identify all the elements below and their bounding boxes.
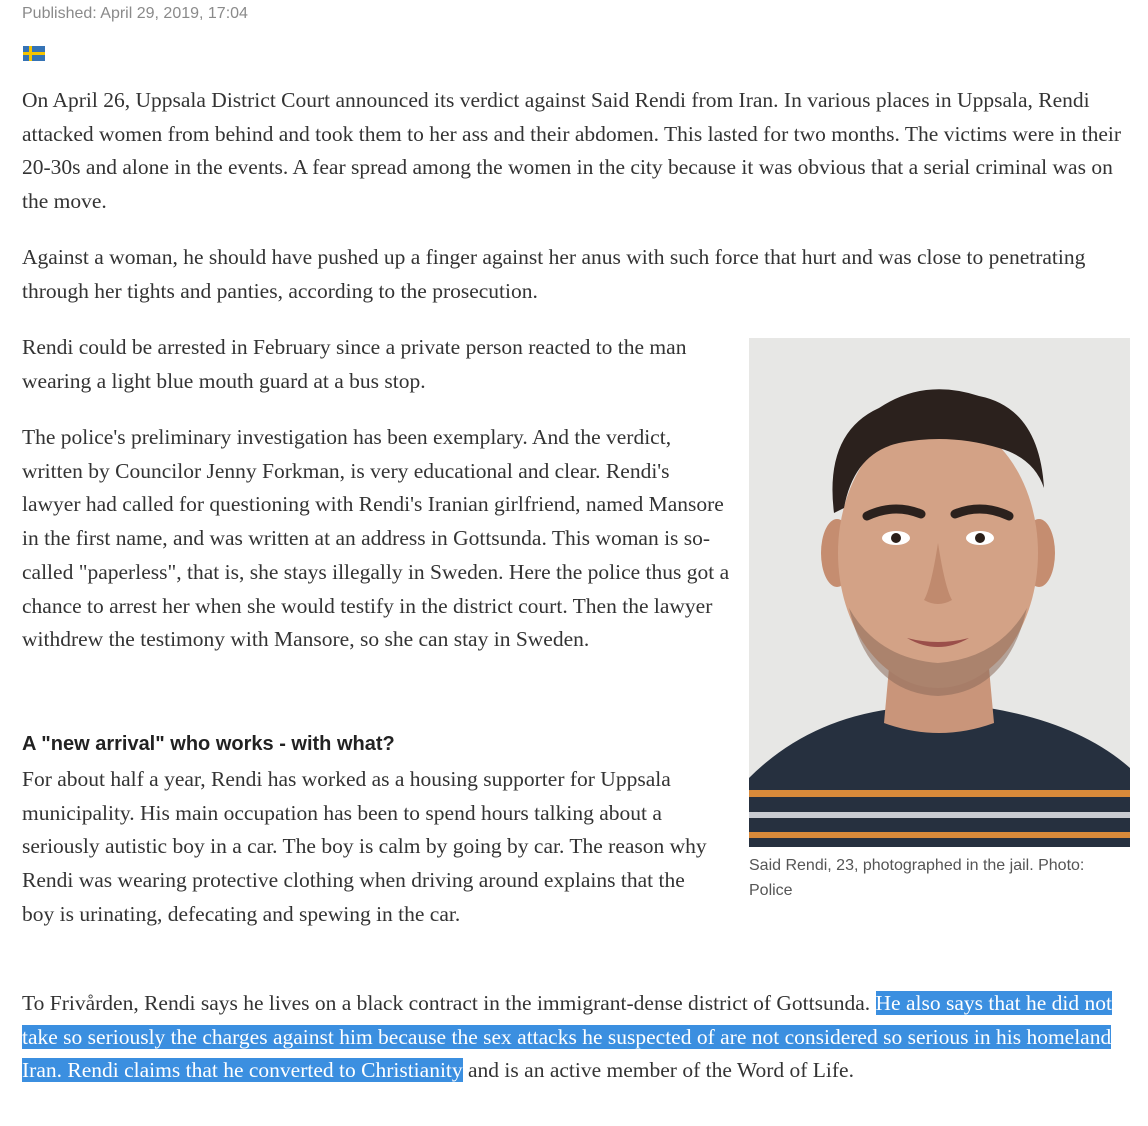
selected-text-highlight[interactable]: He also says that he did not take so seriously the charges against him because the sex attacks he suspected of are not considered so serious in his homeland Iran. Rendi claims that he converted to Christianity — [22, 991, 1112, 1083]
paragraph-text: and is an active member of the Word of Life. — [462, 1058, 854, 1083]
article-paragraph-3: Rendi could be arrested in February since a private person reacted to the man wearing a light blue mouth guard at a bus stop. — [22, 335, 687, 393]
published-date: Published: April 29, 2019, 17:04 — [22, 5, 248, 22]
article-paragraph-6 — [22, 987, 1134, 1088]
sweden-flag-icon[interactable] — [23, 46, 45, 61]
article-paragraph-5: For about half a year, Rendi has worked as a housing supporter for Uppsala municipality. His main occupation has been to spend hours talking about a seriously autistic boy in a car. The boy is calm by going by car. The reason why Rendi was wearing protective clothing when driving around explains that the boy is urinating, defecating and spewing in the car. — [22, 767, 707, 926]
article-paragraph-4: The police's preliminary investigation has been exemplary. And the verdict, written by Councilor Jenny Forkman, is very educational and clear. Rendi's lawyer had called for questioning with Rendi's Iranian girlfriend, named Mansore in the first name, and was written at an address in Gottsunda. This woman is so-called "paperless", that is, she stays illegally in Sweden. Here the police thus got a chance to arrest her when she would testify in the district court. Then the lawyer withdrew the testimony with Mansore, so she can stay in Sweden. — [22, 425, 730, 652]
suspect-photo — [749, 338, 1130, 847]
paragraph-text: To Frivården, Rendi says he lives on a black contract in the immigrant-dense district of Gottsunda. — [22, 991, 876, 1015]
article-paragraph-1: On April 26, Uppsala District Court announced its verdict against Said Rendi from Iran. In various places in Uppsala, Rendi attacked women from behind and took them to her ass and their abdomen. This lasted for two months. The victims were in their 20-30s and alone in the events. A fear spread among the women in the city because it was obvious that a serial criminal was on the move. — [22, 88, 1122, 214]
section-subheading: A "new arrival" who works - with what? — [22, 733, 395, 755]
photo-caption: Said Rendi, 23, photographed in the jail. Photo: Police — [749, 857, 1085, 899]
article-paragraph-2: Against a woman, he should have pushed up a finger against her anus with such force that hurt and was close to penetrating through her tights and panties, according to the prosecution. — [22, 245, 1086, 303]
